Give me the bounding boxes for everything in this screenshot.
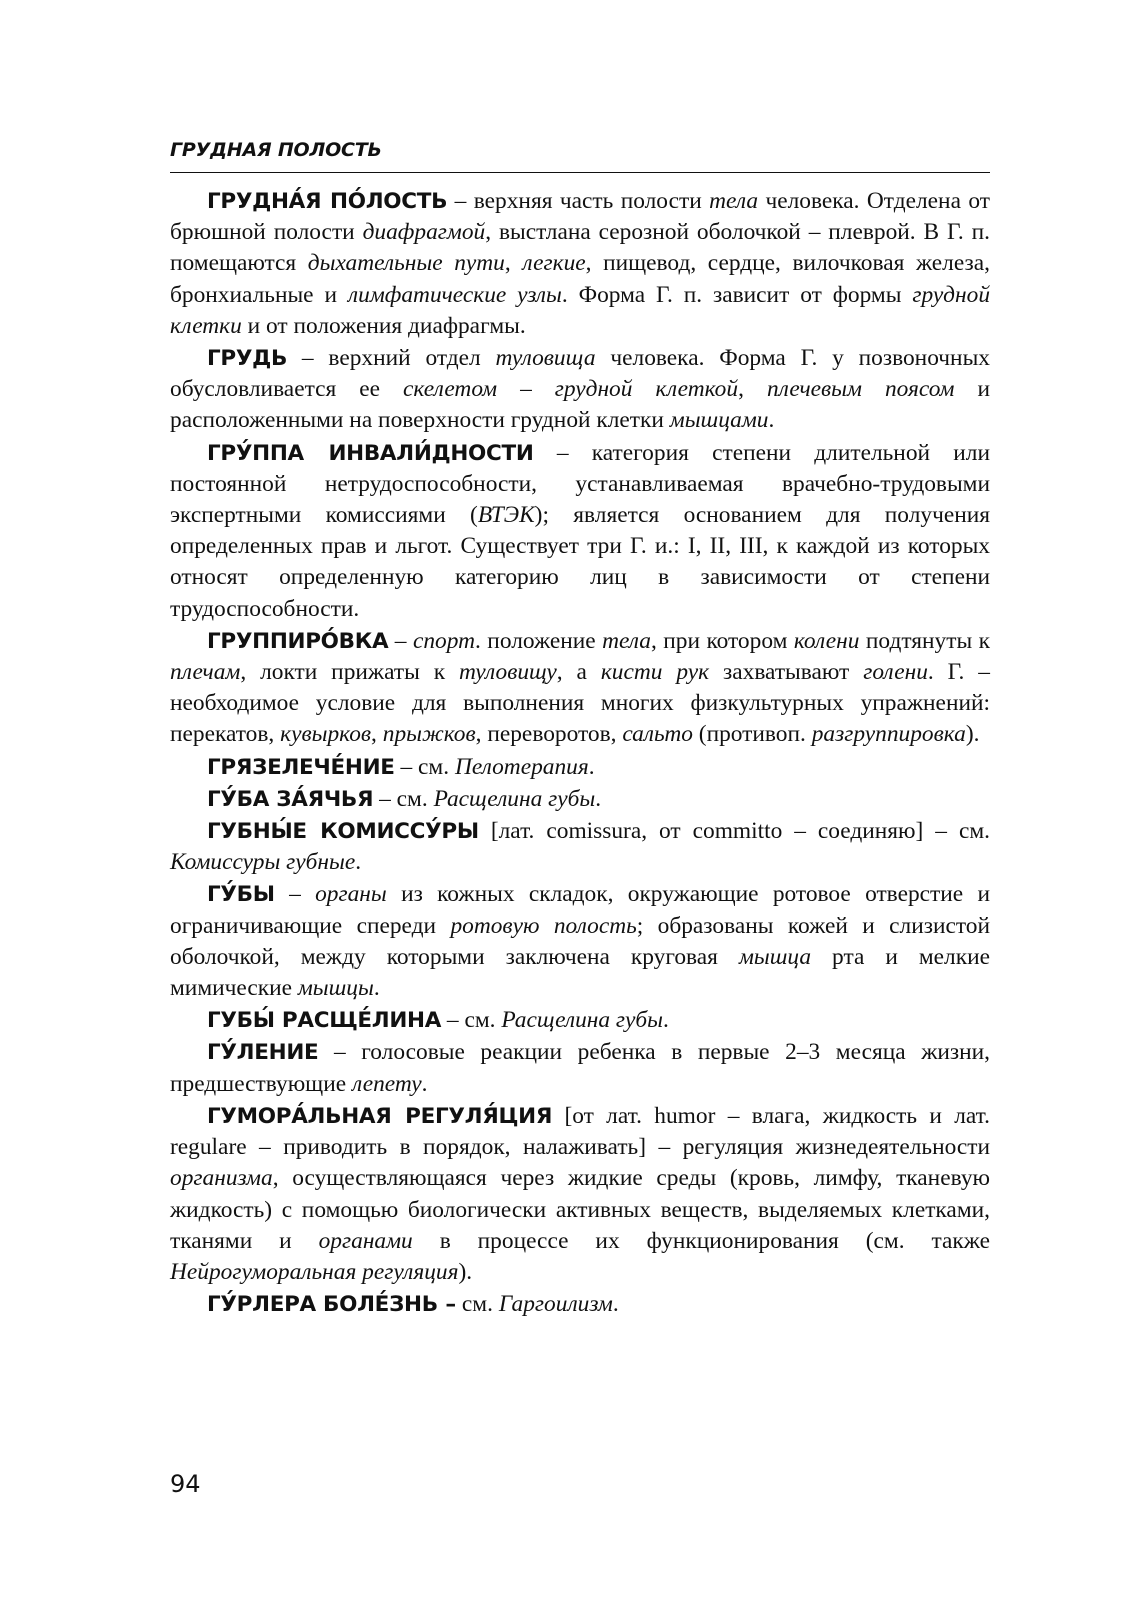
entries-column — [170, 186, 990, 1320]
entry-headword: ГУ́БА ЗА́ЯЧЬЯ — [207, 786, 374, 812]
entry-guby: ГУ́БЫ – органы из кожных складок, окружающие ротовое отверстие и ограничивающие спереди ротовую полость; образованы кожей и слизистой оболочкой, между которыми заключена круговая мышца рта и мелкие мимические мышцы. — [170, 881, 991, 1002]
entry-headword: ГУБЫ́ РАСЩЕ́ЛИНА — [207, 1008, 442, 1034]
entry-headword: ГУ́РЛЕРА БОЛЕ́ЗНЬ — [207, 1292, 438, 1318]
entry-grudnaya-polost: ГРУДНА́Я ПО́ЛОСТЬ – верхняя часть полости тела человека. Отделена от брюшной полости диафрагмой, выстлана серозной оболочкой – плеврой. В Г. п. помещаются дыхательные пути, легкие, пищевод, сердце, вилочковая железа, бронхиальные и лимфатические узлы. Форма Г. п. зависит от формы грудной клетки и от положения диафрагмы. — [170, 188, 991, 339]
entry-gruppa-invalidnosti: ГРУ́ППА ИНВАЛИ́ДНОСТИ – категория степени длительной или постоянной нетрудоспособности, устанавливаемая врачебно-трудовыми экспертными комиссиями (ВТЭК); является основанием для получения определенных прав и льгот. Существует три Г. и.: I, II, III, к каждой из которых относят определенную категорию лиц в зависимости от степени трудоспособности. — [170, 439, 991, 622]
header-rule — [170, 172, 990, 173]
entry-headword: ГРУППИРО́ВКА — [207, 628, 389, 654]
entry-gulenie: ГУ́ЛЕНИЕ – голосовые реакции ребенка в первые 2–3 месяца жизни, предшествующие лепету. — [170, 1039, 990, 1097]
entry-headword: ГУБНЫ́Е КОМИССУ́РЫ — [207, 819, 479, 845]
entry-gruppirovka: ГРУППИРО́ВКА – спорт. положение тела, при котором колени подтянуты к плечам, локти прижаты к туловищу, а кисти рук захватывают голени. Г. – необходимое условие для выполнения многих физкультурных упражнений: перекатов, кувырков, прыжков, переворотов, сальто (противоп. разгруппировка). — [170, 627, 990, 748]
entry-guba-zayachya: ГУ́БА ЗА́ЯЧЬЯ – см. Расщелина губы. — [207, 785, 602, 812]
entry-gryazelechenie: ГРЯЗЕЛЕЧЕ́НИЕ – см. Пелотерапия. — [207, 753, 595, 780]
entry-headword: ГРУДЬ — [207, 346, 288, 372]
entry-headword: ГРЯЗЕЛЕЧЕ́НИЕ — [207, 754, 395, 780]
entry-headword: ГУ́ЛЕНИЕ — [207, 1040, 319, 1066]
entry-headword: ГРУДНА́Я ПО́ЛОСТЬ — [207, 189, 448, 214]
entry-guby-rasshchelina: ГУБЫ́ РАСЩЕ́ЛИНА – см. Расщелина губы. — [207, 1007, 669, 1034]
entry-headword: ГРУ́ППА ИНВАЛИ́ДНОСТИ — [207, 440, 534, 466]
entry-headword: ГУ́БЫ — [207, 882, 275, 908]
entry-headword: ГУМОРА́ЛЬНАЯ РЕГУЛЯ́ЦИЯ — [207, 1103, 553, 1129]
entry-gubnye-komissury: ГУБНЫ́Е КОМИССУ́РЫ [лат. comissura, от committo – соединяю] – см. Комиссуры губные. — [170, 818, 991, 876]
page-number: 94 — [170, 1470, 201, 1498]
entry-grud: ГРУДЬ – верхний отдел туловища человека. Форма Г. у позвоночных обусловливается ее скелетом – грудной клеткой, плечевым поясом и расположенными на поверхности грудной клетки мышцами. — [170, 345, 991, 434]
running-head: ГРУДНАЯ ПОЛОСТЬ — [170, 139, 382, 161]
entry-gumoralnaya-regulyatsiya: ГУМОРА́ЛЬНАЯ РЕГУЛЯ́ЦИЯ [от лат. humor – влага, жидкость и лат. regulare – приводить в порядок, налаживать] – регуляция жизнедеятельности организма, осуществляющаяся через жидкие среды (кровь, лимфу, тканевую жидкость) с помощью биологически активных веществ, выделяемых клетками, тканями и органами в процессе их функционирования (см. также Нейрогуморальная регуляция). — [170, 1102, 990, 1285]
entry-gurlera-bolezn: ГУ́РЛЕРА БОЛЕ́ЗНЬ – см. Гаргоилизм. — [207, 1291, 619, 1318]
